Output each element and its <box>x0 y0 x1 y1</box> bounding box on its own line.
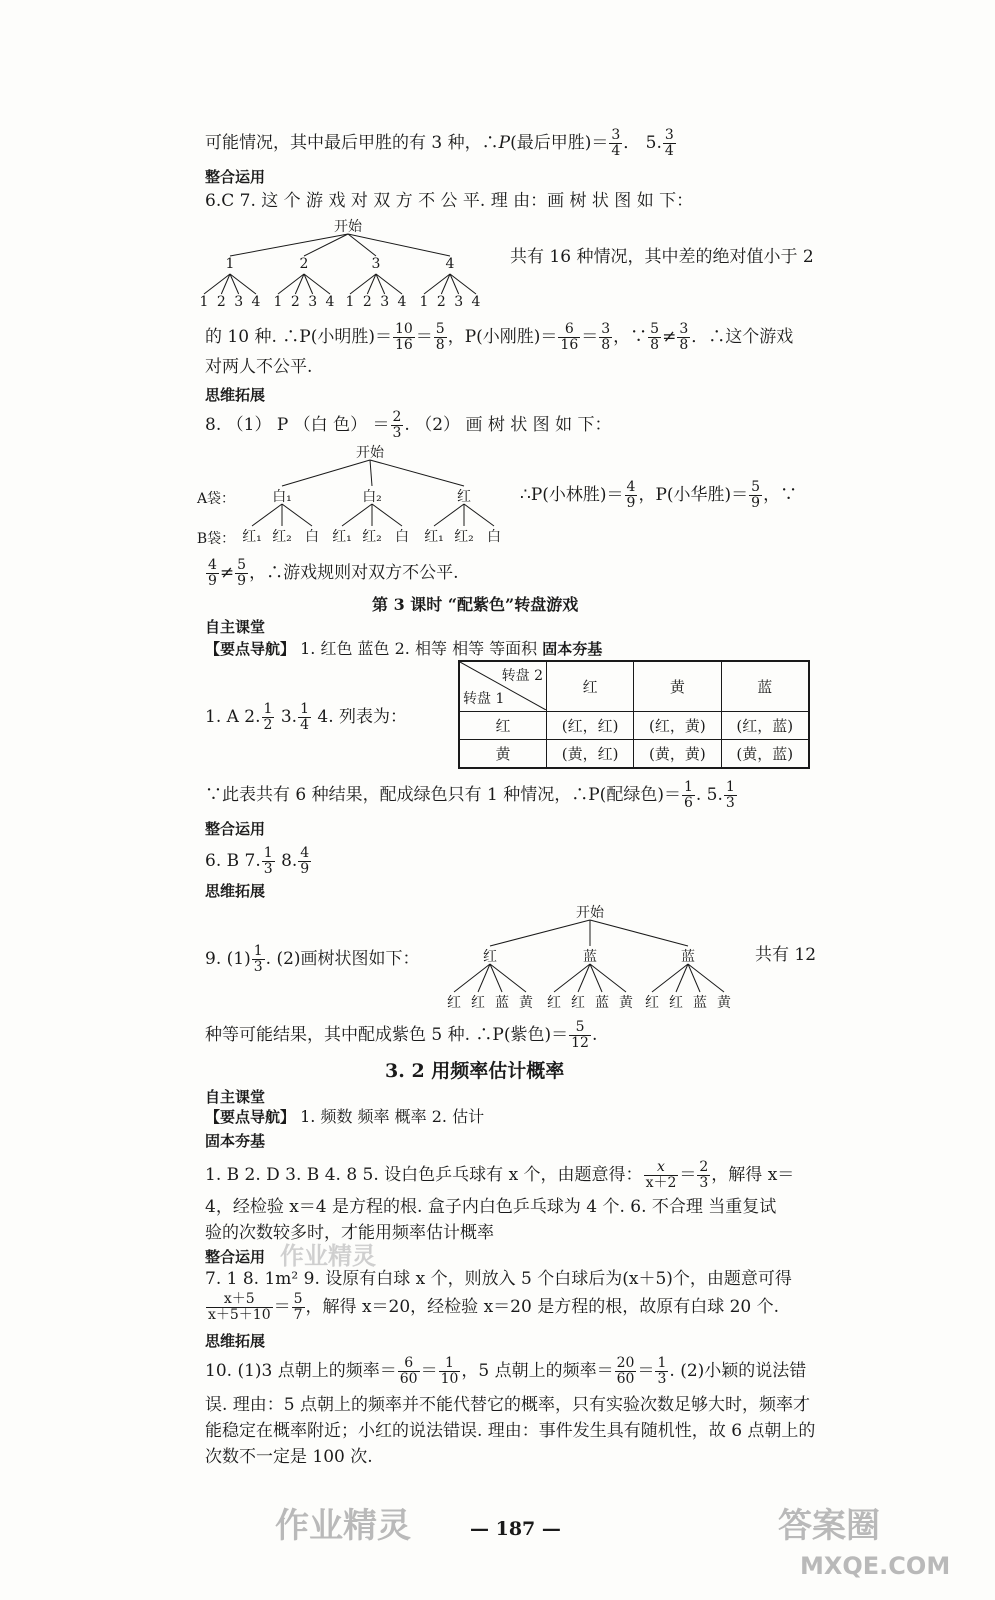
tree-node: 1 <box>225 256 235 272</box>
tree-edge <box>554 964 590 992</box>
tree-edge <box>282 504 312 526</box>
text-line: 误. 理由：5 点朝上的频率并不能代替它的概率，只有实验次数足够大时，频率才 <box>205 1395 811 1415</box>
tree-leaf: 蓝 <box>495 995 509 1011</box>
section-heading: 思维拓展 <box>205 882 266 900</box>
section-heading: 整合运用 <box>205 820 266 838</box>
text-line: $\frac{x+5}{x+5+10}$ ＝ $\frac{5}{7}$ ，解得 x＝20，经检验 x＝20 是方程的根，故原有白球 20 个. <box>208 1291 780 1323</box>
page-number: — 187 — <box>470 1518 561 1540</box>
tree-leaf: 1 <box>345 294 355 310</box>
tree-edge <box>230 234 348 256</box>
text-line: ∵此表共有 6 种结果，配成绿色只有 1 种情况，∴P(配绿色)＝ $\frac{1}{6}$ . 5. $\frac{1}{3}$ <box>205 779 735 811</box>
tree-edge <box>282 460 370 486</box>
tree-leaf: 1 <box>419 294 429 310</box>
tree-leaf: 3 <box>380 294 390 310</box>
tree-edge <box>464 504 494 526</box>
text-line: 【要点导航】 1. 红色 蓝色 2. 相等 相等 等面积 固本夯基 <box>205 639 603 658</box>
text-line: 6. B 7. $\frac{1}{3}$ 8. $\frac{4}{9}$ <box>205 845 310 877</box>
tree-leaf: 红₂ <box>272 529 292 545</box>
text-line: 8. （1） P （白 色） ＝ $\frac{2}{3}$ . （2） 画 树 状 图 如 下： <box>205 409 612 441</box>
tree-edge <box>370 460 464 486</box>
tree-edge <box>370 460 372 486</box>
tree-leaf: 红 <box>447 995 461 1011</box>
tree-leaf: 红₂ <box>362 529 382 545</box>
tree-leaf: 黄 <box>619 995 633 1011</box>
watermark-text: 作业精灵 <box>275 1506 411 1546</box>
table-row: 红 (红，红) (红，黄) (红，蓝) <box>459 711 809 739</box>
tree-leaf: 白 <box>395 529 409 545</box>
tree-leaf: 2 <box>436 294 446 310</box>
tree-leaf: 白 <box>487 529 501 545</box>
tree-node: 蓝 <box>681 949 695 965</box>
text-line: 次数不一定是 100 次. <box>205 1447 373 1467</box>
section-heading: 固本夯基 <box>205 1132 266 1150</box>
tree-leaf: 4 <box>251 294 261 310</box>
tree-edge <box>590 964 626 992</box>
tree-diagram-3 <box>440 898 750 1018</box>
table-corner: 转盘 2 转盘 1 <box>459 661 547 711</box>
text-line: 对两人不公平. <box>205 357 313 377</box>
tree-edge <box>490 964 526 992</box>
tree-leaf: 白 <box>305 529 319 545</box>
text-line: 共有 12 <box>755 945 817 965</box>
tree-leaf: 红 <box>571 995 585 1011</box>
tree-edge <box>434 504 464 526</box>
tree-leaf: 4 <box>471 294 481 310</box>
tree-leaf: 4 <box>397 294 407 310</box>
tree-leaf: 4 <box>325 294 335 310</box>
tree-leaf: 2 <box>362 294 372 310</box>
tree-edge <box>304 234 348 256</box>
tree-leaf: 黄 <box>519 995 533 1011</box>
tree-row-label: B袋： <box>196 531 236 547</box>
tree-leaf: 1 <box>199 294 209 310</box>
tree-leaf: 蓝 <box>595 995 609 1011</box>
watermark-text: 作业精灵 <box>280 1242 376 1270</box>
section-title: 3. 2 用频率估计概率 <box>385 1060 565 1082</box>
tree-leaf: 红 <box>547 995 561 1011</box>
text-line: 1. B 2. D 3. B 4. 8 5. 设白色乒乓球有 x 个，由题意得： $\frac{x}{x+2}$ ＝ $\frac{2}{3}$ ，解得 x＝ <box>205 1159 795 1191</box>
tree-node: 蓝 <box>583 949 597 965</box>
tree-leaf: 红 <box>645 995 659 1011</box>
table-header: 蓝 <box>721 661 809 711</box>
tree-edge <box>454 964 490 992</box>
text-line: ∴P(小林胜)＝ $\frac{4}{9}$ ，P(小华胜)＝ $\frac{5}{9}$ ，∵ <box>520 479 798 511</box>
section-heading: 整合运用 <box>205 1248 266 1266</box>
tree-leaf: 2 <box>216 294 226 310</box>
tree-leaf: 2 <box>290 294 300 310</box>
tree-leaf: 红₁ <box>242 529 262 545</box>
text-line: 共有 16 种情况，其中差的绝对值小于 2 <box>510 247 814 267</box>
section-heading: 整合运用 <box>205 168 266 186</box>
text-line: 1. A 2. $\frac{1}{2}$ 3. $\frac{1}{4}$ 4. 列表为： <box>205 701 408 733</box>
section-heading: 自主课堂 <box>205 1088 266 1106</box>
text-line: 种等可能结果，其中配成紫色 5 种. ∴P(紫色)＝ $\frac{5}{12}$ . <box>205 1019 598 1051</box>
text-line: 10. (1)3 点朝上的频率＝ $\frac{6}{60}$ ＝ $\frac{1}{10}$ ，5 点朝上的频率＝ $\frac{20}{60}$ ＝ $\frac{1}{3}$ . (2)小颖的说法错 <box>205 1355 807 1387</box>
tree-root: 开始 <box>576 905 604 921</box>
section-heading: 自主课堂 <box>205 618 266 636</box>
tree-node: 白₂ <box>362 489 382 505</box>
tree-row-label: A袋： <box>196 491 236 507</box>
tree-root: 开始 <box>334 219 362 235</box>
text-line: 9. (1) $\frac{1}{3}$ . (2)画树状图如下： <box>205 943 420 975</box>
watermark-text: MXQE.COM <box>800 1552 951 1580</box>
tree-edge <box>372 504 402 526</box>
tree-node: 白₁ <box>272 489 292 505</box>
tree-edge <box>490 920 590 946</box>
tree-edge <box>252 504 282 526</box>
tree-leaf: 蓝 <box>693 995 707 1011</box>
tree-leaf: 1 <box>273 294 283 310</box>
tree-leaf: 3 <box>234 294 244 310</box>
tree-edge <box>688 964 724 992</box>
text-line: 6.C 7. 这 个 游 戏 对 双 方 不 公 平. 理 由：画 树 状 图 如 下： <box>205 191 694 211</box>
text-line: 7. 1 8. 1m² 9. 设原有白球 x 个，则放入 5 个白球后为(x＋5)个，由题意可得 <box>205 1269 792 1289</box>
tree-diagram-2 <box>196 438 510 548</box>
text-line: $\frac{4}{9}$ ≠ $\frac{5}{9}$ ，∴游戏规则对双方不公平. <box>208 557 459 589</box>
tree-node: 3 <box>371 256 381 272</box>
tree-leaf: 红 <box>669 995 683 1011</box>
text-line: 能稳定在概率附近；小红的说法错误. 理由：事件发生具有随机性，故 6 点朝上的 <box>205 1421 816 1441</box>
text-line: 的 10 种. ∴P(小明胜)＝ $\frac{10}{16}$ ＝ $\frac{5}{8}$ ，P(小刚胜)＝ $\frac{6}{16}$ ＝ $\frac{3}{8}$ ，∵ $\frac{5}{8}$ ≠ $\frac{3}{8}$ ．∴这个游戏 <box>205 321 794 353</box>
tree-leaf: 红₁ <box>332 529 352 545</box>
fraction: $\frac{3}{4}$ <box>664 127 674 159</box>
tree-node: 4 <box>445 256 455 272</box>
tree-leaf: 红 <box>471 995 485 1011</box>
section-heading: 思维拓展 <box>205 1332 266 1350</box>
section-heading: 思维拓展 <box>205 386 266 404</box>
tree-edge <box>652 964 688 992</box>
tree-diagram-1 <box>200 212 500 312</box>
tree-node: 红 <box>457 489 471 505</box>
fraction: $\frac{3}{4}$ <box>611 127 621 159</box>
text-line: 验的次数较多时，才能用频率估计概率 <box>205 1223 494 1243</box>
tree-edge <box>348 234 450 256</box>
tree-node: 红 <box>483 949 497 965</box>
tree-leaf: 红₁ <box>424 529 444 545</box>
lesson-title: 第 3 课时 “配紫色”转盘游戏 <box>372 595 579 614</box>
watermark-logo: 答案圈 <box>778 1506 880 1546</box>
tree-leaf: 黄 <box>717 995 731 1011</box>
result-table <box>458 660 810 769</box>
text-line: 【要点导航】 1. 频数 频率 概率 2. 估计 <box>205 1107 485 1126</box>
tree-leaf: 红₂ <box>454 529 474 545</box>
text-line: 4，经检验 x＝4 是方程的根. 盒子内白色乒乓球为 4 个. 6. 不合理 当重复试 <box>205 1197 777 1217</box>
tree-root: 开始 <box>356 445 384 461</box>
tree-node: 2 <box>299 256 309 272</box>
tree-leaf: 3 <box>308 294 318 310</box>
table-header: 红 <box>547 661 634 711</box>
table-header: 黄 <box>634 661 721 711</box>
tree-edge <box>342 504 372 526</box>
tree-leaf: 3 <box>454 294 464 310</box>
tree-edge <box>590 920 688 946</box>
text-line: 可能情况，其中最后甲胜的有 3 种，∴P(最后甲胜)＝ $\frac{3}{4}$ ． 5. $\frac{3}{4}$ <box>205 127 674 159</box>
table-row: 黄 (黄，红) (黄，黄) (黄，蓝) <box>459 739 809 768</box>
